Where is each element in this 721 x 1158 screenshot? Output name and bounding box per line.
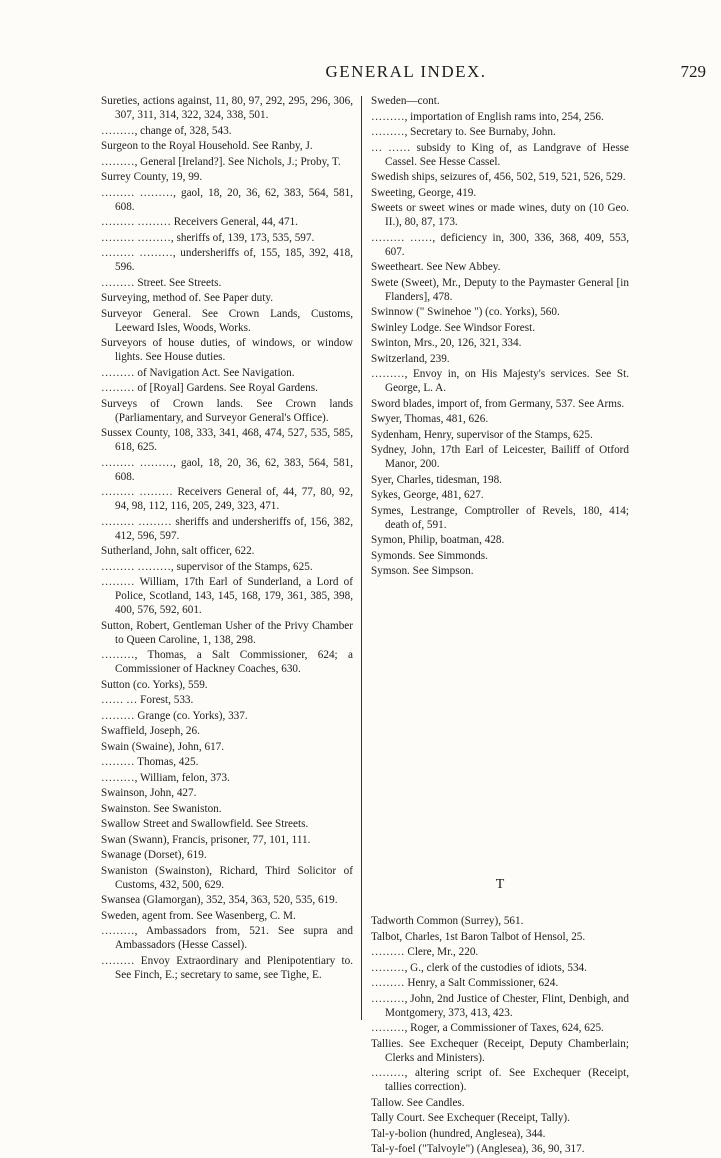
index-entry: Surveying, method of. See Paper duty. — [101, 292, 274, 304]
index-entry: ……… ……… Receivers General of, 44, 77, 80, 92, 94, 98, 112, 116, 205, 249, 323, 471. — [101, 486, 353, 512]
index-entry: Swedish ships, seizures of, 456, 502, 519, 521, 526, 529. — [371, 171, 626, 183]
index-entry: ……… Henry, a Salt Commissioner, 624. — [371, 977, 559, 989]
index-entry: ………, Secretary to. See Burnaby, John. — [371, 126, 556, 138]
index-entry: Swainston. See Swaniston. — [101, 802, 222, 815]
t-entries — [371, 914, 629, 1156]
index-entry: Swaffield, Joseph, 26. — [101, 725, 200, 737]
index-entry: ………, altering script of. See Exchequer (Receipt, tallies correction). — [371, 1067, 629, 1093]
left-column — [101, 94, 353, 983]
index-entry: Swan (Swann), Francis, prisoner, 77, 101, 111. — [101, 833, 311, 846]
index-entry: Sydenham, Henry, supervisor of the Stamps, 625. — [371, 428, 593, 441]
s-entries — [371, 94, 629, 578]
index-entry: Tal-y-foel ("Talvoyle") (Anglesea), 36, 90, 317. — [371, 1143, 585, 1155]
index-entry: ……… Street. See Streets. — [101, 276, 222, 289]
index-entry: ……… of [Royal] Gardens. See Royal Gardens. — [101, 382, 318, 394]
index-entry: Sureties, actions against, 11, 80, 97, 292, 295, 296, 306, 307, 311, 314, 322, 324, 338, 501. — [101, 95, 353, 121]
column-divider — [361, 96, 362, 1020]
index-entry: Symson. See Simpson. — [371, 565, 474, 577]
index-entry: ………, Thomas, a Salt Commissioner, 624; a Commissioner of Hackney Coaches, 630. — [101, 649, 353, 675]
index-entry: ………, Roger, a Commissioner of Taxes, 624, 625. — [371, 1022, 604, 1034]
index-entry: Talbot, Charles, 1st Baron Talbot of Hensol, 25. — [371, 930, 586, 943]
letter-heading: T — [495, 877, 505, 892]
index-entry: Swainson, John, 427. — [101, 787, 197, 799]
index-entry: Swyer, Thomas, 481, 626. — [371, 413, 489, 425]
index-entry: Swanage (Dorset), 619. — [101, 849, 207, 861]
page-header — [100, 62, 712, 84]
index-entry: Syer, Charles, tidesman, 198. — [371, 473, 502, 486]
page-number: 729 — [680, 62, 706, 81]
running-title: GENERAL INDEX. — [325, 62, 487, 81]
index-entry: Sutton (co. Yorks), 559. — [101, 678, 208, 691]
index-entry: ……… Thomas, 425. — [101, 756, 199, 768]
index-entry: ………, General [Ireland?]. See Nichols, J.; Proby, T. — [101, 155, 341, 168]
index-entry: ………, Ambassadors from, 521. See supra and Ambassadors (Hesse Cassel). — [101, 925, 353, 951]
index-entry: Sutherland, John, salt officer, 622. — [101, 545, 255, 557]
index-entry: ……… Clere, Mr., 220. — [371, 946, 479, 958]
index-entry: ……… ……… Receivers General, 44, 471. — [101, 216, 298, 228]
index-entry: … …… subsidy to King of, as Landgrave of Hesse Cassel. See Hesse Cassel. — [371, 141, 629, 168]
index-entry: Swallow Street and Swallowfield. See Streets. — [101, 818, 309, 830]
index-entry: Swaniston (Swainston), Richard, Third Solicitor of Customs, 432, 500, 629. — [101, 864, 353, 891]
index-entry: Swinton, Mrs., 20, 126, 321, 334. — [371, 337, 522, 349]
index-entry: Sweets or sweet wines or made wines, duty on (10 Geo. II.), 80, 87, 173. — [371, 202, 629, 228]
index-entry: ……… Grange (co. Yorks), 337. — [101, 709, 248, 722]
index-entry: Sweeting, George, 419. — [371, 186, 477, 199]
index-entry: ……… Envoy Extraordinary and Plenipotentiary to. See Finch, E.; secretary to same, see Tighe, E. — [101, 954, 353, 981]
index-entry: ……… ……, deficiency in, 300, 336, 368, 409, 553, 607. — [371, 231, 629, 258]
index-entry: Sussex County, 108, 333, 341, 468, 474, 527, 535, 585, 618, 625. — [101, 427, 353, 453]
index-entry: Sweden—cont. — [371, 95, 440, 107]
index-entry: …… … Forest, 533. — [101, 694, 194, 706]
index-entry: ……… ………, supervisor of the Stamps, 625. — [101, 560, 313, 573]
index-entry: Sykes, George, 481, 627. — [371, 489, 484, 501]
index-entry: Swinnow (" Swinehoe ") (co. Yorks), 560. — [371, 306, 560, 318]
index-entry: Sweden, agent from. See Wasenberg, C. M. — [101, 909, 296, 922]
index-entry: Tadworth Common (Surrey), 561. — [371, 915, 524, 927]
index-entry: Symonds. See Simmonds. — [371, 549, 488, 562]
index-entry: Symon, Philip, boatman, 428. — [371, 534, 505, 546]
index-entry: ……… William, 17th Earl of Sunderland, a Lord of Police, Scotland, 143, 145, 168, 179, 361, 385, 398, 400, 576, 592, 601. — [101, 576, 353, 616]
index-entry: Surveys of Crown lands. See Crown lands (Parliamentary, and Surveyor General's Office). — [101, 397, 353, 424]
index-entry: ………, importation of English rams into, 254, 256. — [371, 110, 604, 123]
index-entry: ………, G., clerk of the custodies of idiots, 534. — [371, 961, 587, 974]
index-entry: ………, change of, 328, 543. — [101, 124, 232, 137]
index-entry: ……… ………, undersheriffs of, 155, 185, 392, 418, 596. — [101, 247, 353, 273]
index-entry: ……… ………, sheriffs of, 139, 173, 535, 597. — [101, 231, 315, 244]
index-entry: Tally Court. See Exchequer (Receipt, Tally). — [371, 1112, 570, 1124]
index-entry: Sydney, John, 17th Earl of Leicester, Bailiff of Otford Manor, 200. — [371, 444, 629, 470]
index-entry: Swete (Sweet), Mr., Deputy to the Paymaster General [in Flanders], 478. — [371, 276, 629, 303]
index-entry: ……… ………, gaol, 18, 20, 36, 62, 383, 564, 581, 608. — [101, 186, 353, 213]
index-entry: Surgeon to the Royal Household. See Ranby, J. — [101, 140, 313, 152]
right-column — [371, 94, 629, 1158]
index-entry: Sweetheart. See New Abbey. — [371, 261, 501, 273]
index-entry: Sword blades, import of, from Germany, 537. See Arms. — [371, 397, 625, 410]
index-entry: ………, William, felon, 373. — [101, 771, 230, 784]
index-entry: Swinley Lodge. See Windsor Forest. — [371, 321, 536, 334]
index-entry: Sutton, Robert, Gentleman Usher of the Privy Chamber to Queen Caroline, 1, 138, 298. — [101, 619, 353, 646]
index-entry: ………, Envoy in, on His Majesty's services. See St. George, L. A. — [371, 368, 629, 394]
index-entry: Switzerland, 239. — [371, 352, 450, 365]
index-entry: Tallow. See Candles. — [371, 1096, 465, 1109]
index-entry: Tallies. See Exchequer (Receipt, Deputy Chamberlain; Clerks and Ministers). — [371, 1037, 629, 1064]
index-entry: ……… of Navigation Act. See Navigation. — [101, 366, 295, 379]
index-entry: ……… ………, gaol, 18, 20, 36, 62, 383, 564, 581, 608. — [101, 456, 353, 483]
index-entry: ……… ……… sheriffs and undersheriffs of, 156, 382, 412, 596, 597. — [101, 515, 353, 542]
index-entry: Surveyors of house duties, of windows, or window lights. See House duties. — [101, 337, 353, 363]
index-entry: Tal-y-bolion (hundred, Anglesea), 344. — [371, 1127, 546, 1140]
index-entry: Swansea (Glamorgan), 352, 354, 363, 520, 535, 619. — [101, 894, 338, 906]
index-entry: Surveyor General. See Crown Lands, Customs, Leeward Isles, Woods, Works. — [101, 307, 353, 334]
index-entry: ………, John, 2nd Justice of Chester, Flint, Denbigh, and Montgomery, 373, 413, 423. — [371, 992, 629, 1019]
index-entry: Swain (Swaine), John, 617. — [101, 740, 225, 753]
index-entry: Surrey County, 19, 99. — [101, 171, 203, 183]
index-entry: Symes, Lestrange, Comptroller of Revels, 180, 414; death of, 591. — [371, 504, 629, 531]
